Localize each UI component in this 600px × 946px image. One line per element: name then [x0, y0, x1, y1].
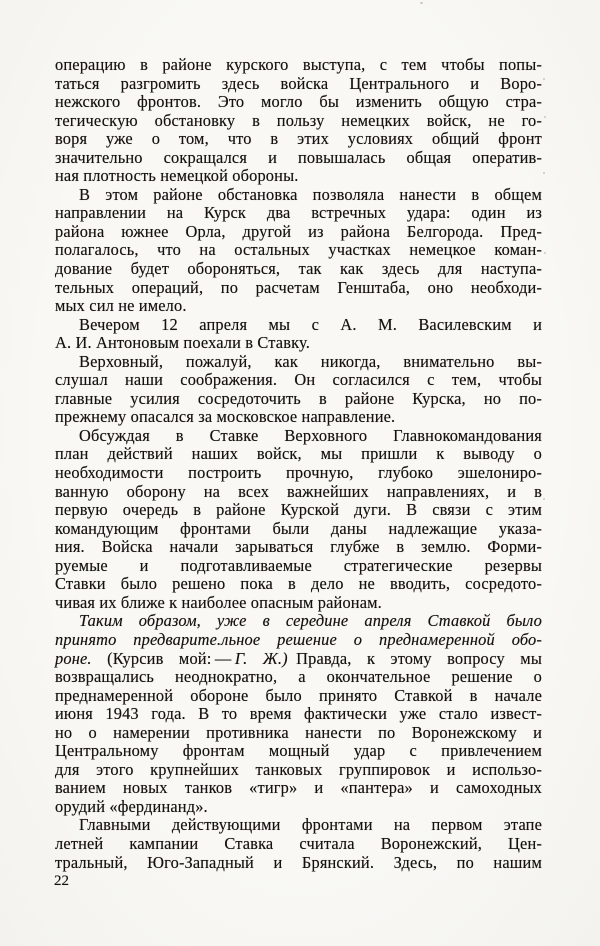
text-segment: Ставки было решено пока в дело не вводить, сосредото- — [55, 574, 542, 594]
text-line — [55, 390, 542, 409]
text-segment: ванием новых танков «тигр» и «пантера» и самоходных — [55, 778, 542, 798]
text-line — [55, 854, 542, 873]
text-segment: В этом районе обстановка позволяла нанести в общем — [79, 184, 542, 204]
text-segment: тельных операций, по расчетам Генштаба, оно необходи- — [55, 277, 542, 297]
text-line — [55, 167, 542, 186]
text-segment: роне. — [55, 648, 108, 668]
text-line — [55, 779, 542, 798]
text-segment: командующим фронтами были даны надлежащие указа- — [55, 518, 542, 538]
text-line — [55, 668, 542, 687]
text-segment: прежнему опасался за московское направление. — [55, 407, 396, 427]
text-segment: необходимости построить прочную, глубоко эшелониро- — [55, 463, 542, 483]
text-line — [55, 575, 542, 594]
text-segment: орудий «фердинанд». — [55, 796, 208, 816]
text-line — [55, 241, 542, 260]
text-line — [55, 93, 542, 112]
text-line — [55, 371, 542, 390]
text-line — [55, 445, 542, 464]
text-line — [55, 687, 542, 706]
text-line — [55, 520, 542, 539]
text-line — [55, 501, 542, 520]
text-segment: операцию в районе курского выступа, с тем чтобы попы- — [55, 55, 542, 74]
text-segment: таться разгромить здесь войска Центрального и Воро- — [55, 73, 542, 93]
text-segment: летней кампании Ставка считала Воронежский, Цен- — [55, 833, 542, 853]
text-line — [55, 279, 542, 298]
text-line — [55, 538, 542, 557]
text-line — [55, 427, 542, 446]
text-line — [55, 297, 542, 316]
text-line — [55, 761, 542, 780]
text-line — [55, 724, 542, 743]
text-line — [55, 464, 542, 483]
text-segment: преднамеренной обороне было принято Ставкой в начале — [55, 685, 542, 705]
text-segment: А. И. Антоновым поехали в Ставку. — [55, 333, 310, 353]
text-segment: первую очередь в районе Курской дуги. В связи с этим — [55, 500, 542, 520]
text-segment: воря уже о том, что в этих условиях общий фронт — [55, 129, 542, 149]
text-segment: для этого крупнейших танковых группировок и использо- — [55, 759, 542, 779]
text-segment: нежского фронтов. Это могло бы изменить общую стра- — [55, 92, 542, 112]
text-segment: направлении на Курск два встречных удара: один из — [55, 203, 542, 223]
scan-speck — [420, 2, 423, 4]
text-segment: (Курсив мой: — — [107, 648, 235, 668]
text-segment: ния. Войска начали зарываться глубже в землю. Форми- — [55, 537, 542, 557]
text-segment: района южнее Орла, другой из района Белгорода. Пред- — [55, 221, 542, 241]
text-segment: Правда, к этому вопросу мы — [287, 648, 542, 668]
text-line — [55, 223, 542, 242]
text-line — [55, 75, 542, 94]
text-segment: ная плотность немецкой обороны. — [55, 166, 299, 186]
text-segment: Обсуждая в Ставке Верховного Главнокомандования — [79, 425, 542, 445]
text-line — [55, 612, 542, 631]
text-line — [55, 186, 542, 205]
text-line — [55, 334, 542, 353]
text-line — [55, 650, 542, 669]
text-segment: ванную оборону на всех важнейших направлениях, и в — [55, 481, 542, 501]
text-segment: дование будет обороняться, так как здесь для наступа- — [55, 259, 542, 279]
text-segment: Верховный, пожалуй, как никогда, внимательно вы- — [79, 351, 542, 371]
text-segment: полагалось, что на остальных участках немецкое коман- — [55, 240, 542, 260]
text-segment: чивая их ближе к наиболее опасным районам. — [55, 592, 382, 612]
text-line — [55, 742, 542, 761]
text-line — [55, 816, 542, 835]
text-segment: мых сил не имело. — [55, 296, 187, 316]
text-segment: значительно сокращался и повышалась общая оператив- — [55, 147, 542, 167]
scan-speck — [543, 172, 545, 174]
text-segment: слушал наши соображения. Он согласился с тем, чтобы — [55, 370, 542, 390]
text-line — [55, 56, 542, 75]
text-line — [55, 835, 542, 854]
text-line — [55, 631, 542, 650]
text-segment: Центральному фронтам мощный удар с привлечением — [55, 741, 542, 761]
text-segment: Вечером 12 апреля мы с А. М. Василевским и — [79, 314, 542, 334]
text-segment: принято предварите.льное решение о преднамеренной обо- — [55, 629, 542, 649]
text-line — [55, 408, 542, 427]
text-segment: но о намерении противника нанести по Воронежскому и — [55, 722, 542, 742]
scan-speck — [543, 498, 545, 500]
text-line — [55, 557, 542, 576]
page-number: 22 — [54, 873, 69, 889]
text-line — [55, 112, 542, 131]
text-line — [55, 260, 542, 279]
text-line — [55, 594, 542, 613]
text-segment: план действий наших войск, мы пришли к выводу о — [55, 444, 542, 464]
scan-speck — [544, 116, 546, 118]
text-segment: тральный, Юго-Западный и Брянский. Здесь, по нашим — [55, 852, 542, 872]
text-line — [55, 130, 542, 149]
text-segment: тегическую обстановку в пользу немецких войск, не го- — [55, 110, 542, 130]
scan-speck — [543, 78, 545, 80]
text-line — [55, 705, 542, 724]
text-line — [55, 483, 542, 502]
text-segment: Главными действующими фронтами на первом этапе — [79, 815, 542, 835]
text-line — [55, 353, 542, 372]
text-segment: Таким образом, уже в середине апреля Ставкой было — [79, 611, 542, 631]
text-column — [55, 56, 542, 872]
text-segment: возвращались неоднократно, а окончательное решение о — [55, 667, 542, 687]
text-line — [55, 149, 542, 168]
scan-speck — [544, 252, 546, 254]
text-line — [55, 316, 542, 335]
text-segment: руемые и подготавливаемые стратегические резервы — [55, 555, 542, 575]
text-segment: главные усилия сосредоточить в районе Курска, но по- — [55, 388, 542, 408]
text-segment: июня 1943 года. В то время фактически уже стало извест- — [55, 704, 542, 724]
text-segment: Г. Ж.) — [234, 648, 288, 668]
text-line — [55, 204, 542, 223]
text-line — [55, 798, 542, 817]
